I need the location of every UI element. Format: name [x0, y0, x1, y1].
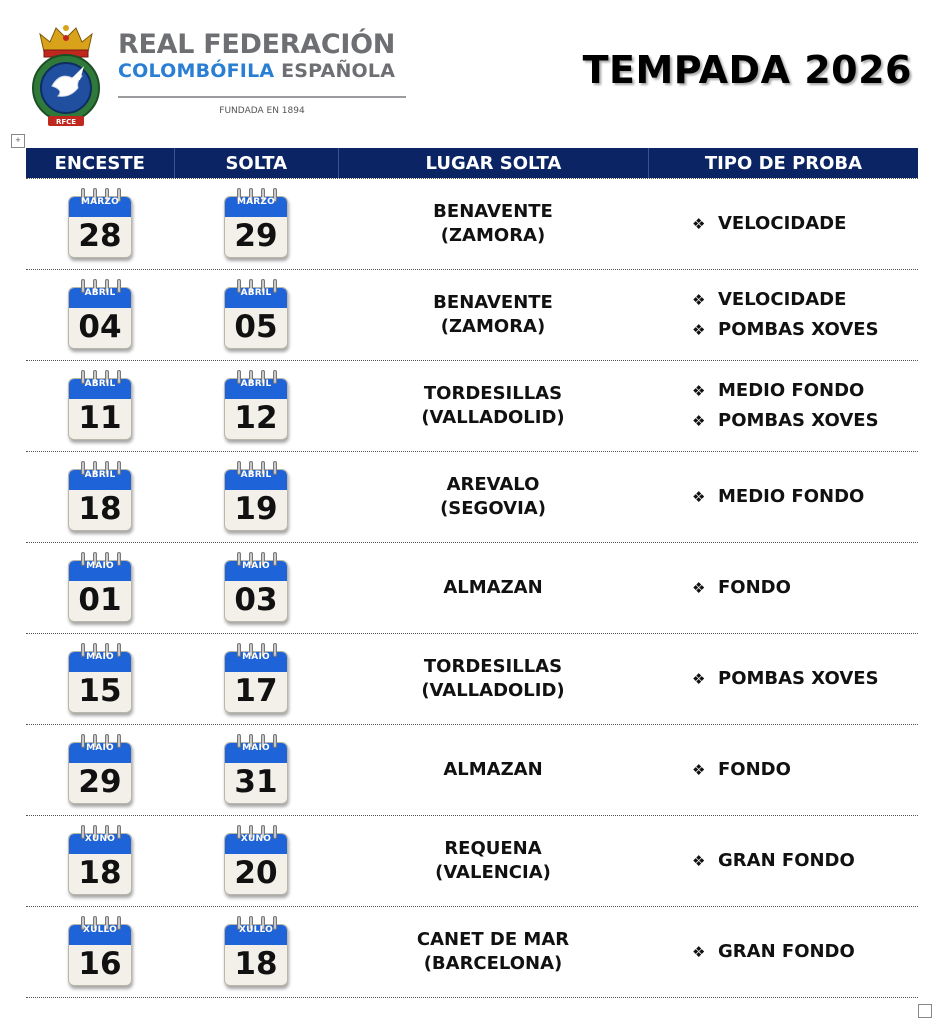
federation-divider — [118, 96, 406, 98]
calendar-month: ABRIL — [240, 288, 272, 298]
calendar-month: ABRIL — [240, 470, 272, 480]
lugar-solta-cell — [338, 179, 648, 269]
enceste-cell — [26, 179, 174, 269]
calendar-month: MAIO — [242, 743, 270, 753]
proba-type-label: MEDIO FONDO — [718, 486, 865, 507]
table-header — [26, 148, 918, 178]
proba-type-label: VELOCIDADE — [718, 213, 847, 234]
calendar-day: 04 — [78, 309, 122, 345]
lugar-solta-cell — [338, 634, 648, 724]
calendar-day: 18 — [78, 491, 122, 527]
calendar-icon — [68, 914, 132, 986]
place-line: (VALLADOLID) — [421, 680, 565, 701]
tipo-proba-cell — [648, 634, 918, 724]
proba-type-label: FONDO — [718, 759, 791, 780]
calendar-month: MARZO — [80, 197, 120, 207]
proba-type-label: GRAN FONDO — [718, 850, 855, 871]
calendar-icon — [224, 277, 288, 349]
calendar-icon — [68, 732, 132, 804]
federation-crest-icon — [26, 22, 106, 128]
proba-type-label: GRAN FONDO — [718, 941, 855, 962]
diamond-bullet-icon: ❖ — [692, 488, 706, 506]
proba-type — [692, 664, 879, 694]
calendar-month: ABRIL — [84, 379, 116, 389]
place-line: BENAVENTE — [433, 201, 553, 222]
enceste-cell — [26, 634, 174, 724]
diamond-bullet-icon: ❖ — [692, 579, 706, 597]
place-line: ALMAZAN — [443, 759, 543, 780]
place-line: BENAVENTE — [433, 292, 553, 313]
calendar-day: 11 — [78, 400, 122, 436]
lugar-solta-cell — [338, 361, 648, 451]
diamond-bullet-icon: ❖ — [692, 852, 706, 870]
table-row — [26, 542, 918, 633]
calendar-month: MAIO — [86, 652, 114, 662]
place-line: (SEGOVIA) — [440, 498, 546, 519]
tipo-proba-cell — [648, 361, 918, 451]
tipo-proba-cell — [648, 179, 918, 269]
solta-cell — [174, 543, 338, 633]
place-line: (VALENCIA) — [435, 862, 551, 883]
proba-type — [692, 937, 855, 967]
calendar-month: XUÑO — [240, 834, 272, 844]
diamond-bullet-icon: ❖ — [692, 670, 706, 688]
place-line: REQUENA — [444, 838, 542, 859]
calendar-day: 01 — [78, 582, 122, 618]
diamond-bullet-icon: ❖ — [692, 291, 706, 309]
table-bottom-border — [26, 997, 918, 998]
schedule-table — [26, 148, 918, 998]
place-line: AREVALO — [446, 474, 540, 495]
diamond-bullet-icon: ❖ — [692, 943, 706, 961]
proba-type — [692, 755, 791, 785]
crest-letters: RFCE — [55, 118, 77, 126]
federation-name — [118, 30, 395, 82]
tipo-proba-cell — [648, 816, 918, 906]
calendar-day: 15 — [78, 673, 122, 709]
calendar-month: XULLO — [238, 925, 274, 935]
table-body — [26, 178, 918, 997]
calendar-month: XUÑO — [84, 834, 116, 844]
calendar-day: 28 — [78, 218, 122, 254]
header-solta: SOLTA — [175, 148, 339, 178]
calendar-day: 29 — [78, 764, 122, 800]
lugar-solta-cell — [338, 270, 648, 360]
tipo-proba-cell — [648, 270, 918, 360]
calendar-day: 29 — [234, 218, 278, 254]
calendar-icon — [224, 459, 288, 531]
calendar-icon — [224, 186, 288, 258]
calendar-day: 12 — [234, 400, 278, 436]
proba-type-label: MEDIO FONDO — [718, 380, 865, 401]
place-line: TORDESILLAS — [423, 383, 563, 404]
lugar-solta-cell — [338, 452, 648, 542]
diamond-bullet-icon: ❖ — [692, 761, 706, 779]
calendar-icon — [68, 823, 132, 895]
proba-type — [692, 846, 855, 876]
proba-type-label: POMBAS XOVES — [718, 668, 879, 689]
proba-type-label: VELOCIDADE — [718, 289, 847, 310]
tipo-proba-cell — [648, 452, 918, 542]
table-row — [26, 360, 918, 451]
enceste-cell — [26, 816, 174, 906]
resize-handle[interactable] — [918, 1004, 932, 1018]
calendar-month: ABRIL — [240, 379, 272, 389]
calendar-day: 18 — [78, 855, 122, 891]
table-row — [26, 178, 918, 269]
enceste-cell — [26, 543, 174, 633]
calendar-day: 20 — [234, 855, 278, 891]
tipo-proba-cell — [648, 543, 918, 633]
place-line: (VALLADOLID) — [421, 407, 565, 428]
founded-text: FUNDADA EN 1894 — [219, 106, 305, 116]
proba-type — [692, 285, 846, 315]
calendar-icon — [68, 277, 132, 349]
calendar-day: 17 — [234, 673, 278, 709]
header-enceste: ENCESTE — [26, 148, 175, 178]
solta-cell — [174, 816, 338, 906]
table-row — [26, 451, 918, 542]
calendar-icon — [224, 914, 288, 986]
place-line: (ZAMORA) — [440, 225, 546, 246]
enceste-cell — [26, 725, 174, 815]
lugar-solta-cell — [338, 725, 648, 815]
season-title: TEMPADA 2026 — [582, 48, 912, 92]
calendar-icon — [224, 823, 288, 895]
enceste-cell — [26, 361, 174, 451]
calendar-icon — [224, 368, 288, 440]
calendar-icon — [224, 550, 288, 622]
proba-type — [692, 406, 879, 436]
calendar-icon — [224, 641, 288, 713]
calendar-icon — [68, 459, 132, 531]
calendar-month: MAIO — [242, 652, 270, 662]
calendar-day: 18 — [234, 946, 278, 982]
proba-type-label: POMBAS XOVES — [718, 319, 879, 340]
calendar-icon — [68, 186, 132, 258]
diamond-bullet-icon: ❖ — [692, 321, 706, 339]
calendar-day: 16 — [78, 946, 122, 982]
proba-type — [692, 376, 864, 406]
calendar-icon — [68, 641, 132, 713]
solta-cell — [174, 452, 338, 542]
solta-cell — [174, 270, 338, 360]
calendar-day: 03 — [234, 582, 278, 618]
place-line: (ZAMORA) — [440, 316, 546, 337]
diamond-bullet-icon: ❖ — [692, 382, 706, 400]
table-row — [26, 633, 918, 724]
proba-type-label: FONDO — [718, 577, 791, 598]
calendar-month: XULLO — [82, 925, 118, 935]
table-row — [26, 269, 918, 360]
calendar-day: 31 — [234, 764, 278, 800]
header-lugar-solta: LUGAR SOLTA — [339, 148, 649, 178]
enceste-cell — [26, 452, 174, 542]
calendar-month: MAIO — [242, 561, 270, 571]
header-tipo-de-proba: TIPO DE PROBA — [704, 152, 863, 174]
diamond-bullet-icon: ❖ — [692, 412, 706, 430]
place-line: CANET DE MAR — [416, 929, 570, 950]
calendar-icon — [68, 550, 132, 622]
enceste-cell — [26, 907, 174, 997]
enceste-cell — [26, 270, 174, 360]
proba-type — [692, 315, 879, 345]
federation-name-grey: ESPAÑOLA — [281, 60, 396, 82]
diamond-bullet-icon: ❖ — [692, 215, 706, 233]
proba-type-label: POMBAS XOVES — [718, 410, 879, 431]
tipo-proba-cell — [648, 725, 918, 815]
table-move-handle-icon[interactable]: + — [11, 134, 25, 148]
solta-cell — [174, 634, 338, 724]
solta-cell — [174, 179, 338, 269]
place-line: TORDESILLAS — [423, 656, 563, 677]
federation-name-blue: COLOMBÓFILA — [118, 60, 275, 82]
calendar-icon — [68, 368, 132, 440]
table-row — [26, 906, 918, 997]
place-line: ALMAZAN — [443, 577, 543, 598]
calendar-month: MARZO — [236, 197, 276, 207]
solta-cell — [174, 361, 338, 451]
calendar-month: ABRIL — [84, 470, 116, 480]
calendar-day: 19 — [234, 491, 278, 527]
lugar-solta-cell — [338, 543, 648, 633]
solta-cell — [174, 725, 338, 815]
proba-type — [692, 482, 864, 512]
lugar-solta-cell — [338, 816, 648, 906]
table-row — [26, 815, 918, 906]
calendar-month: MAIO — [86, 561, 114, 571]
federation-name-line1: REAL FEDERACIÓN — [118, 29, 396, 60]
table-row — [26, 724, 918, 815]
proba-type — [692, 209, 846, 239]
calendar-day: 05 — [234, 309, 278, 345]
proba-type — [692, 573, 791, 603]
lugar-solta-cell — [338, 907, 648, 997]
calendar-month: ABRIL — [84, 288, 116, 298]
calendar-icon — [224, 732, 288, 804]
federation-name-line2 — [118, 60, 395, 82]
solta-cell — [174, 907, 338, 997]
place-line: (BARCELONA) — [423, 953, 563, 974]
calendar-month: MAIO — [86, 743, 114, 753]
tipo-proba-cell — [648, 907, 918, 997]
